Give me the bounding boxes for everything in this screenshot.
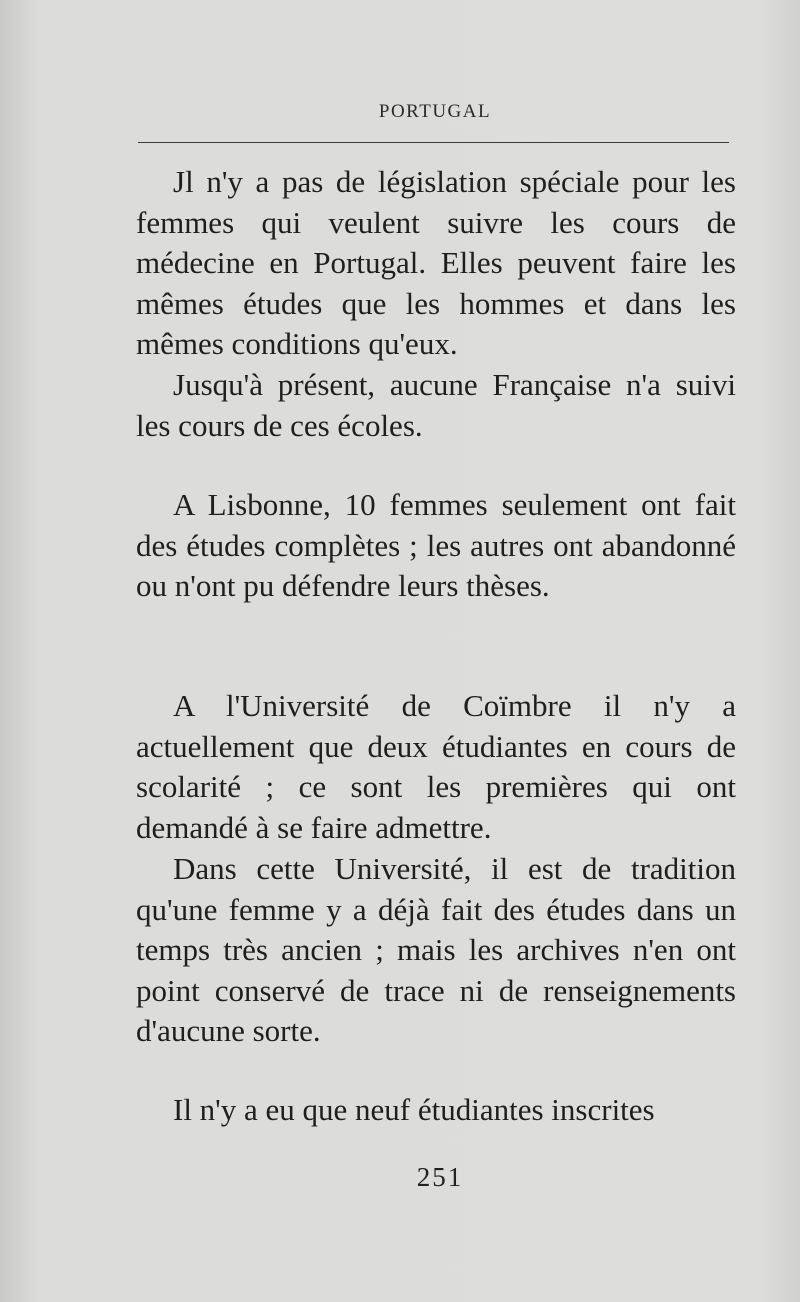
paragraph-text: Dans cette Université, il est de tradition qu'une femme y a déjà fait des études dans un temps très ancien ; mais les archives n'en ont point conservé de trace ni de renseignements d'aucune sorte. — [136, 851, 736, 1049]
paragraph-text: Il n'y a eu que neuf étudiantes inscrites — [173, 1092, 655, 1127]
paragraph-text: Jusqu'à présent, aucune Française n'a suivi les cours de ces écoles. — [136, 367, 736, 443]
paragraph-2 — [136, 365, 736, 446]
paragraph-text: Jl n'y a pas de législation spéciale pour les femmes qui veulent suivre les cours de médecine en Portugal. Elles peuvent faire les mêmes études que les hommes et dans les mêmes conditions qu'eux. — [136, 164, 736, 362]
paragraph-4 — [136, 686, 736, 848]
paragraph-text: A l'Université de Coïmbre il n'y a actuellement que deux étudiantes en cours de scolarité ; ce sont les premières qui ont demandé à se faire admettre. — [136, 688, 736, 845]
running-head: PORTUGAL — [378, 101, 492, 122]
page-number: 251 — [416, 1162, 464, 1192]
paragraph-3 — [136, 485, 736, 607]
paragraph-text: A Lisbonne, 10 femmes seulement ont fait des études complètes ; les autres ont abandonné ou n'ont pu défendre leurs thèses. — [136, 487, 736, 604]
paragraph-1 — [136, 162, 736, 365]
paragraph-5 — [136, 849, 736, 1052]
paragraph-6 — [136, 1090, 736, 1131]
header-rule — [138, 142, 729, 143]
